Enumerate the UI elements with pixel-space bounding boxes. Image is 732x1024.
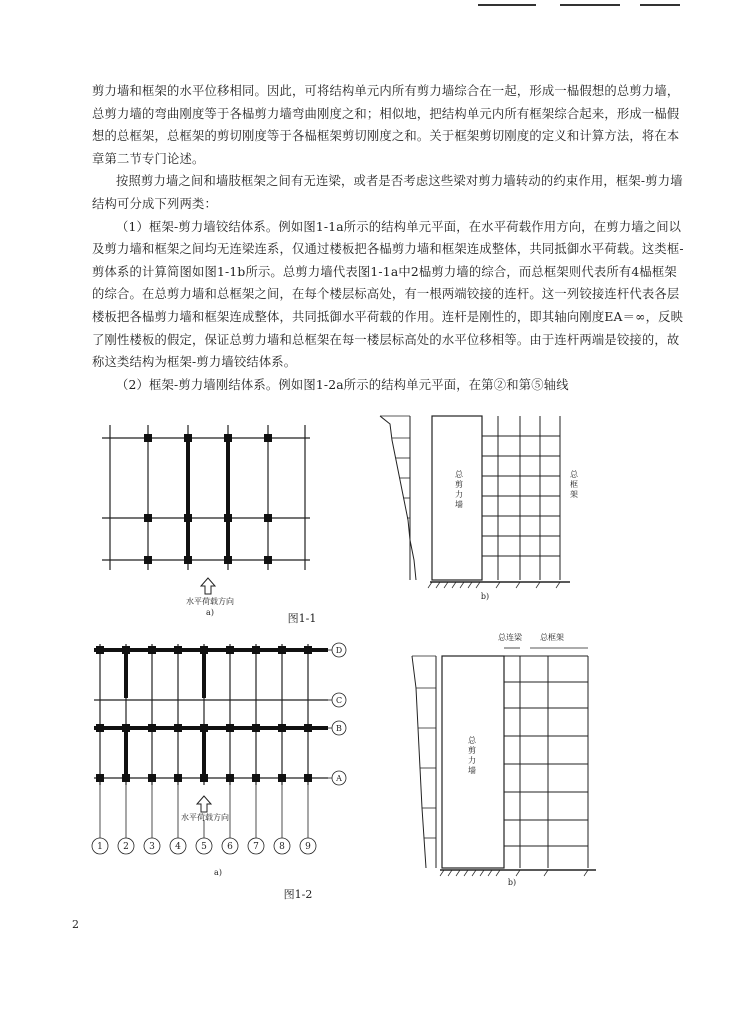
- axis-number-6: 6: [227, 842, 233, 852]
- paragraph-3: （1）框架-剪力墙铰结体系。例如图1-1a所示的结构单元平面，在水平荷载作用方向，在剪力墙之间以及剪力墙和框架之间均无连梁连系，仅通过楼板把各榀剪力墙和框架连成整体，共同抵御水平荷载。这类框-剪体系的计算简图如图1-1b所示。总剪力墙代表图1-1a中2榀剪力墙的综合，而总框架则代表所有4榀框架的综合。在总剪力墙和总框架之间，在每个楼层标高处，有一根两端铰接的连杆。这一列铰接连杆代表各层楼板把各榀剪力墙和框架连成整体，共同抵御水平荷载的作用。连杆是刚性的，即其轴向刚度EA＝∞，反映了刚性楼板的假定，保证总剪力墙和总框架在每一楼层标高处的水平位移相等。由于连杆两端是铰接的，故称这类结构为框架-剪力墙铰结体系。: [92, 219, 684, 370]
- axis-letter-A: A: [336, 774, 342, 783]
- axis-letter-C: C: [335, 696, 343, 705]
- paragraph-4: （2）框架-剪力墙刚结体系。例如图1-2a所示的结构单元平面，在第②和第⑤轴线: [116, 377, 569, 392]
- figure-1-1a-plan: [100, 420, 340, 620]
- header-rule-2: [560, 4, 620, 6]
- fig2-frame-label: 总框架: [540, 633, 564, 642]
- header-rule-3: [640, 4, 680, 6]
- axis-number-8: 8: [279, 842, 285, 852]
- paragraph-2: 按照剪力墙之间和墙肢框架之间有无连梁，或者是否考虑这些梁对剪力墙转动的约束作用，框架-剪力墙结构可分成下列两类：: [92, 174, 683, 211]
- fig1-sub-a: a): [206, 608, 214, 617]
- fig1-sub-b: b): [480, 592, 490, 601]
- fig2-load-label: 水平荷载方向: [181, 813, 229, 822]
- fig1-frame-label: 总框架: [570, 470, 578, 499]
- axis-letter-D: D: [335, 646, 343, 655]
- fig1-wall-label: 总剪力墙: [455, 470, 463, 509]
- figure-1-2b-model: [400, 628, 640, 888]
- fig2-sub-a: a): [214, 868, 222, 877]
- figure-1-2a-plan: [88, 640, 358, 880]
- fig1-load-label: 水平荷载方向: [186, 597, 234, 606]
- axis-letter-B: B: [336, 724, 342, 733]
- axis-number-2: 2: [123, 842, 129, 852]
- fig2-beam-label: 总连梁: [498, 633, 522, 642]
- model-1-2b-drawing: [400, 628, 640, 888]
- plan-1-2a-drawing: [88, 640, 358, 880]
- axis-number-4: 4: [175, 842, 181, 852]
- fig2-sub-b: b): [507, 878, 517, 887]
- body-text: [92, 80, 684, 396]
- axis-number-3: 3: [149, 842, 155, 852]
- axis-number-7: 7: [253, 842, 259, 852]
- axis-number-5: 5: [201, 842, 207, 852]
- figure-1-2-caption: 图1-2: [283, 888, 313, 901]
- model-1-1b-drawing: [370, 410, 630, 610]
- axis-number-1: 1: [97, 842, 103, 852]
- figure-1-1-caption: 图1-1: [287, 612, 317, 625]
- header-rule-1: [478, 4, 536, 6]
- fig2-wall-label: 总剪力墙: [468, 736, 476, 775]
- paragraph-1: 剪力墙和框架的水平位移相同。因此，可将结构单元内所有剪力墙综合在一起，形成一榀假想的总剪力墙，总剪力墙的弯曲刚度等于各榀剪力墙弯曲刚度之和；相似地，把结构单元内所有框架综合起来，形成一榀假想的总框架，总框架的剪切刚度等于各榀框架剪切刚度之和。关于框架剪切刚度的定义和计算方法，将在本章第二节专门论述。: [92, 84, 680, 166]
- plan-1-1a-drawing: [100, 420, 340, 620]
- page-number: 2: [72, 918, 79, 931]
- axis-number-9: 9: [305, 842, 311, 852]
- figure-1-1b-model: [370, 410, 630, 610]
